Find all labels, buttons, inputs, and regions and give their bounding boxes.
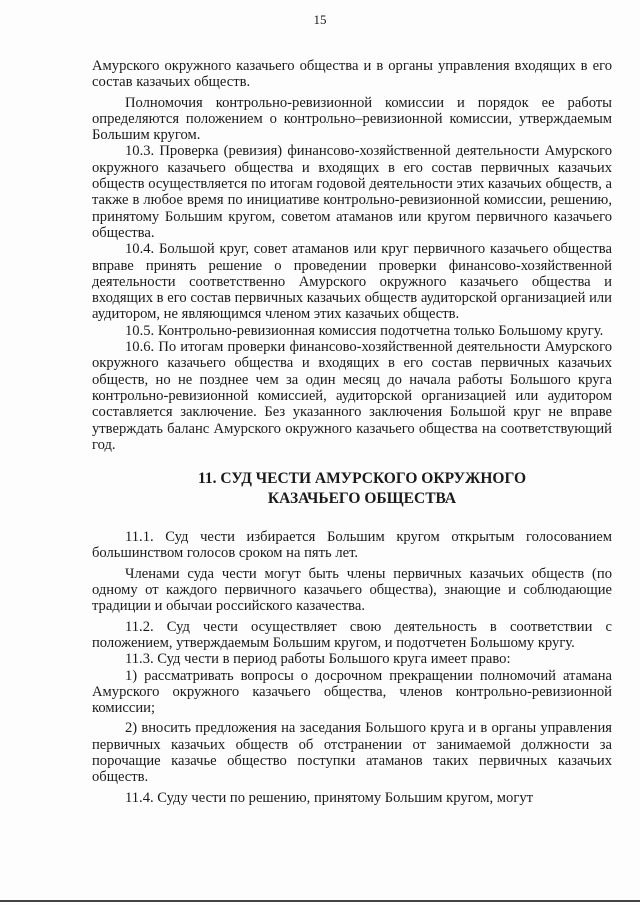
- section-title: [112, 469, 612, 509]
- section-title-line2: КАЗАЧЬЕГО ОБЩЕСТВА: [267, 490, 457, 508]
- paragraph-audit-commission-powers: Полномочия контрольно-ревизионной комиссии и порядок ее работы определяются положением о контрольно–ревизионной комиссии, утверждаемым Большим кругом.: [92, 94, 612, 144]
- paragraph-continuation: Амурского окружного казачьего общества и в органы управления входящих в его состав казачьих обществ.: [92, 58, 612, 91]
- list-item-1: 1) рассматривать вопросы о досрочном прекращении полномочий атамана Амурского окружного казачьего общества, членов контрольно-ревизионной комиссии;: [92, 667, 612, 717]
- section-title-line1: 11. СУД ЧЕСТИ АМУРСКОГО ОКРУЖНОГО: [198, 470, 526, 488]
- paragraph-11-4: 11.4. Суду чести по решению, принятому Большим кругом, могут: [125, 789, 534, 806]
- page-bottom-edge: [0, 900, 640, 902]
- paragraph-10-6: 10.6. По итогам проверки финансово-хозяйственной деятельности Амурского окружного казачьего общества и входящих в его состав первичных казачьих обществ, но не позднее чем за один месяц до начала работы Большого круга контрольно-ревизионной комиссией, аудиторской организацией или аудитором составляется заключение. Без указанного заключения Большой круг не вправе утверждать баланс Амурского окружного казачьего общества на соответствующий год.: [92, 339, 612, 453]
- paragraph-10-4: 10.4. Большой круг, совет атаманов или круг первичного казачьего общества вправе принять решение о проведении проверки финансово-хозяйственной деятельности соответственно Амурского окружного казачьего общества и входящих в его состав первичных казачьих обществ аудиторской организацией или аудитором, не являющимся членом этих казачьих обществ.: [92, 241, 612, 323]
- list-item-2: 2) вносить предложения на заседания Большого круга и в органы управления первичных казачьих обществ об отстранении от занимаемой должности за порочащие казачье общество поступки атаманов таких первичных казачьих обществ.: [92, 720, 612, 786]
- page-number: 15: [313, 12, 327, 27]
- document-body: [92, 58, 612, 806]
- paragraph-11-3: 11.3. Суд чести в период работы Большого круга имеет право:: [125, 651, 511, 668]
- paragraph-10-3: 10.3. Проверка (ревизия) финансово-хозяйственной деятельности Амурского окружного казачьего общества и входящих в его состав первичных казачьих обществ осуществляется по итогам годовой деятельности этих казачьих обществ, а также в любое время по инициативе контрольно-ревизионной комиссии, решению, принятому Большим кругом, советом атаманов или кругом первичного казачьего общества.: [92, 143, 612, 241]
- paragraph-11-1: 11.1. Суд чести избирается Большим кругом открытым голосованием большинством голосов сроком на пять лет.: [92, 529, 612, 562]
- paragraph-10-5: 10.5. Контрольно-ревизионная комиссия подотчетна только Большому кругу.: [125, 322, 604, 339]
- paragraph-11-2: 11.2. Суд чести осуществляет свою деятельность в соответствии с положением, утверждаемым Большим кругом, и подотчетен Большому кругу.: [92, 618, 612, 651]
- paragraph-court-members: Членами суда чести могут быть члены первичных казачьих обществ (по одному от каждого первичного казачьего общества), знающие и соблюдающие традиции и обычаи российского казачества.: [92, 565, 612, 615]
